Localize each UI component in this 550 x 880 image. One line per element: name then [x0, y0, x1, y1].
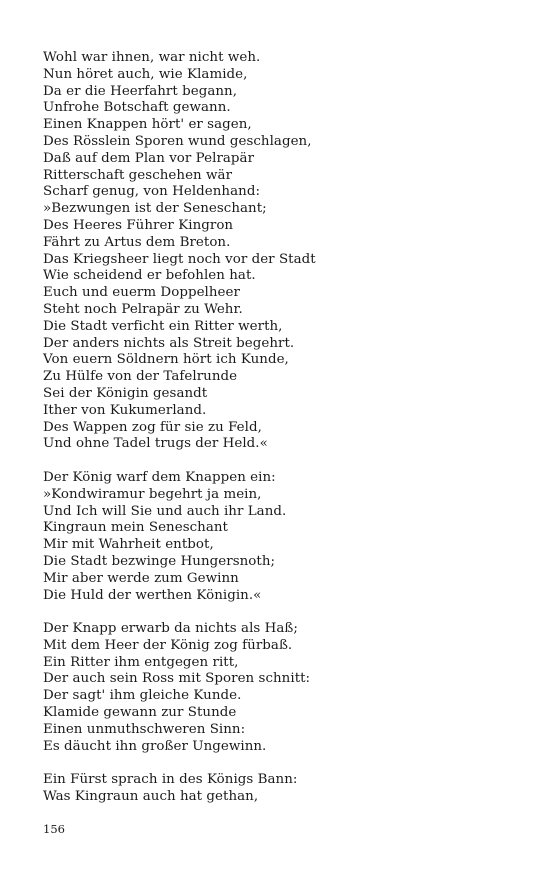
verse-line: Ritterschaft geschehen wär [43, 167, 233, 183]
verse-line: Der König warf dem Knappen ein: [43, 469, 276, 485]
verse-line: Zu Hülfe von der Tafelrunde [43, 369, 238, 385]
verse-line: Ither von Kukumerland. [43, 402, 207, 418]
verse-line: Fährt zu Artus dem Breton. [43, 234, 231, 250]
stanza [43, 470, 523, 604]
stanza [43, 772, 523, 806]
verse-line: Die Stadt verficht ein Ritter werth, [43, 318, 283, 334]
verse-line: Ein Fürst sprach in des Königs Bann: [43, 772, 298, 788]
verse-line: Der Knapp erwarb da nichts als Haß; [43, 621, 298, 637]
verse-line: Mir mit Wahrheit entbot, [43, 537, 214, 553]
verse-line: Einen Knappen hört' er sagen, [43, 117, 252, 133]
verse-line: Des Rösslein Sporen wund geschlagen, [43, 133, 312, 149]
verse-line: Der sagt' ihm gleiche Kunde. [43, 688, 242, 704]
verse-line: Unfrohe Botschaft gewann. [43, 100, 231, 116]
verse-line: Euch und euerm Doppelheer [43, 285, 240, 301]
stanza [43, 50, 523, 453]
verse-line: »Bezwungen ist der Seneschant; [43, 201, 267, 217]
verse-line: Es däucht ihn großer Ungewinn. [43, 738, 267, 754]
verse-line: Da er die Heerfahrt begann, [43, 83, 238, 99]
verse-line: Der anders nichts als Streit begehrt. [43, 335, 295, 351]
verse-line: Steht noch Pelrapär zu Wehr. [43, 301, 243, 317]
verse-line: Ein Ritter ihm entgegen ritt, [43, 654, 239, 670]
poem-text [43, 50, 523, 823]
verse-line: Des Wappen zog für sie zu Feld, [43, 419, 262, 435]
verse-line: Die Stadt bezwinge Hungersnoth; [43, 553, 276, 569]
verse-line: »Kondwiramur begehrt ja mein, [43, 486, 262, 502]
verse-line: Wie scheidend er befohlen hat. [43, 268, 256, 284]
verse-line: Scharf genug, von Heldenhand: [43, 184, 261, 200]
page-number: 156 [43, 822, 65, 836]
verse-line: Sei der Königin gesandt [43, 385, 208, 401]
verse-line: Und ohne Tadel trugs der Held.« [43, 436, 268, 452]
verse-line: Was Kingraun auch hat gethan, [43, 789, 259, 805]
verse-line: Mir aber werde zum Gewinn [43, 570, 239, 586]
verse-line: Und Ich will Sie und auch ihr Land. [43, 503, 287, 519]
verse-line: Einen unmuthschweren Sinn: [43, 721, 246, 737]
verse-line: Daß auf dem Plan vor Pelrapär [43, 150, 255, 166]
verse-line: Der auch sein Ross mit Sporen schnitt: [43, 671, 311, 687]
verse-line: Mit dem Heer der König zog fürbaß. [43, 637, 293, 653]
verse-line: Von euern Söldnern hört ich Kunde, [43, 352, 289, 368]
verse-line: Des Heeres Führer Kingron [43, 217, 234, 233]
verse-line: Wohl war ihnen, war nicht weh. [43, 50, 261, 65]
verse-line: Das Kriegsheer liegt noch vor der Stadt [43, 251, 316, 267]
verse-line: Klamide gewann zur Stunde [43, 705, 237, 721]
verse-line: Kingraun mein Seneschant [43, 520, 228, 536]
stanza [43, 621, 523, 755]
verse-line: Nun höret auch, wie Klamide, [43, 66, 248, 82]
verse-line: Die Huld der werthen Königin.« [43, 587, 262, 603]
